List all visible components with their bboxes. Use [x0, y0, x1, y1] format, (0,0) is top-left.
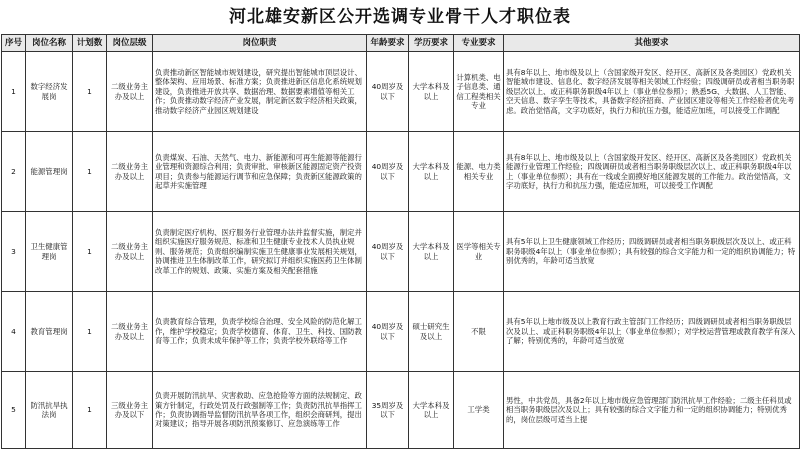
cell-plan-count: 1	[73, 372, 107, 449]
cell-other: 具有8年以上、地市级及以上（含国家级开发区、经开区、高新区及各类园区）党政机关智能城市建设、信息化、数字经济发展等相关领域工作经验；四级调研员或者相当职务职级层次以上、或正科职务职级4年以上（事业单位参照）；熟悉5G、大数据、人工智能、空天信息、数字孪生等技术，具备数字经济招商、产业园区建设等相关工作经验者优先考虑。政治觉悟高，文字功底好，执行力和抗压力强，能适应加班，可以接受工作调配	[504, 52, 800, 132]
cell-other: 具有5年以上卫生健康领域工作经历；四级调研员或者相当职务职级层次及以上、或正科职务职级4年以上（事业单位参照）；具有较强的综合文字能力和一定的组织协调能力；特别优秀的，年龄可适当放宽	[504, 212, 800, 292]
header-other: 其他要求	[504, 35, 800, 52]
cell-position-name: 卫生健康管理岗	[26, 212, 73, 292]
table-row	[2, 132, 800, 212]
cell-other: 男性，中共党员，具备2年以上地市级应急管理部门防汛抗旱工作经验；二级主任科员或相当职务职级层次及以上；具有较强的综合文字能力和一定的组织协调能力；特别优秀的，岗位层级可适当上提	[504, 372, 800, 449]
cell-duties: 负责教育综合管理，负责学校综合治理、安全风险的防范化解工作，维护学校稳定；负责学校德育、体育、卫生、科技、国防教育等工作；负责未成年保护等工作；负责学校外联络等工作	[153, 292, 367, 372]
cell-position-level: 二级业务主办及以上	[107, 212, 153, 292]
table-row	[2, 292, 800, 372]
cell-education: 大学本科及以上	[409, 132, 454, 212]
cell-duties: 负责制定医疗机构、医疗服务行业管理办法并监督实施，制定并组织实施医疗服务规范、标准和卫生健康专业技术人员执业规则、服务规范；负责组织编制实施卫生健康事业发展相关规划，协调推进卫生体制改革工作，研究拟订并组织实施医药卫生体制改革工作的规划、政策、实施方案及相关配套措施	[153, 212, 367, 292]
cell-age: 40周岁及以下	[367, 292, 409, 372]
cell-position-level: 二级业务主办及以上	[107, 52, 153, 132]
cell-major: 工学类	[454, 372, 504, 449]
cell-duties: 负责煤炭、石油、天然气、电力、新能源和可再生能源等能源行业管理和资源综合利用；负责审批、审核新区能源固定资产投资项目；负责参与能源运行调节和应急保障；负责新区能源政策的起草并实施管理	[153, 132, 367, 212]
cell-duties: 负责开展防汛抗旱、灾害救助、应急抢险等方面的法规制定、政策方针制定，行政处罚及行政强制等工作；负责防汛抗旱指挥工作；负责协调指导监督防汛抗旱各项工作，组织会商研判，提出对策建议；指导开展各项防汛预案修订、应急演练等工作	[153, 372, 367, 449]
cell-major: 计算机类、电子信息类、通信工程类相关专业	[454, 52, 504, 132]
cell-age: 40周岁及以下	[367, 52, 409, 132]
cell-index: 3	[2, 212, 26, 292]
cell-major: 医学等相关专业	[454, 212, 504, 292]
cell-position-name: 教育管理岗	[26, 292, 73, 372]
header-position-level: 岗位层级	[107, 35, 153, 52]
header-plan-count: 计划数	[73, 35, 107, 52]
cell-education: 大学本科及以上	[409, 212, 454, 292]
table-row	[2, 52, 800, 132]
cell-index: 5	[2, 372, 26, 449]
header-education: 学历要求	[409, 35, 454, 52]
cell-plan-count: 1	[73, 132, 107, 212]
cell-education: 大学本科及以上	[409, 372, 454, 449]
cell-major: 不限	[454, 292, 504, 372]
header-position-name: 岗位名称	[26, 35, 73, 52]
cell-index: 2	[2, 132, 26, 212]
cell-position-level: 三级业务主办及以下	[107, 372, 153, 449]
cell-other: 具有5年以上地市级及以上教育行政主管部门工作经历；四级调研员或者相当职务职级层次及以上、或正科职务职级4年以上（事业单位参照）；对学校运营管理或教育教学有深入了解；特别优秀的，年龄可适当放宽	[504, 292, 800, 372]
header-index: 序号	[2, 35, 26, 52]
cell-education: 大学本科及以上	[409, 52, 454, 132]
cell-duties: 负责推动新区智能城市规划建设，研究提出智能城市顶层设计、整体架构、应用场景、标准方案；负责推进新区信息化系统规划建设，负责推进开放共享、数据治理、数据要素增值等相关工作；负责推动数字经济产业发展，制定新区数字经济相关政策，推动数字经济产业园区规划建设	[153, 52, 367, 132]
cell-position-level: 二级业务主办及以上	[107, 132, 153, 212]
cell-education: 硕士研究生及以上	[409, 292, 454, 372]
cell-age: 35周岁及以下	[367, 372, 409, 449]
header-major: 专业要求	[454, 35, 504, 52]
header-age: 年龄要求	[367, 35, 409, 52]
cell-position-name: 防汛抗旱执法岗	[26, 372, 73, 449]
cell-age: 40周岁及以下	[367, 212, 409, 292]
header-duties: 岗位职责	[153, 35, 367, 52]
page-title: 河北雄安新区公开选调专业骨干人才职位表	[229, 7, 571, 27]
cell-other: 具有8年以上、地市级及以上（含国家级开发区、经开区、高新区及各类园区）党政机关能源行业管理工作经验；四级调研员或者相当职务职级层次以上、或正科职务职级4年以上（事业单位参照）；具有在一线或全面摸好地区能源发展的工作能力。政治觉悟高，文字功底好，执行力和抗压力强，能适应加班，可以接受工作调配	[504, 132, 800, 212]
cell-plan-count: 1	[73, 292, 107, 372]
cell-position-level: 二级业务主办及以上	[107, 292, 153, 372]
cell-position-name: 能源管理岗	[26, 132, 73, 212]
cell-plan-count: 1	[73, 212, 107, 292]
table-row	[2, 212, 800, 292]
position-table	[1, 34, 800, 449]
cell-position-name: 数字经济发展岗	[26, 52, 73, 132]
cell-age: 40周岁及以下	[367, 132, 409, 212]
cell-index: 1	[2, 52, 26, 132]
cell-major: 能源、电力类相关专业	[454, 132, 504, 212]
cell-index: 4	[2, 292, 26, 372]
table-row	[2, 372, 800, 449]
table-header-row	[2, 35, 800, 52]
cell-plan-count: 1	[73, 52, 107, 132]
